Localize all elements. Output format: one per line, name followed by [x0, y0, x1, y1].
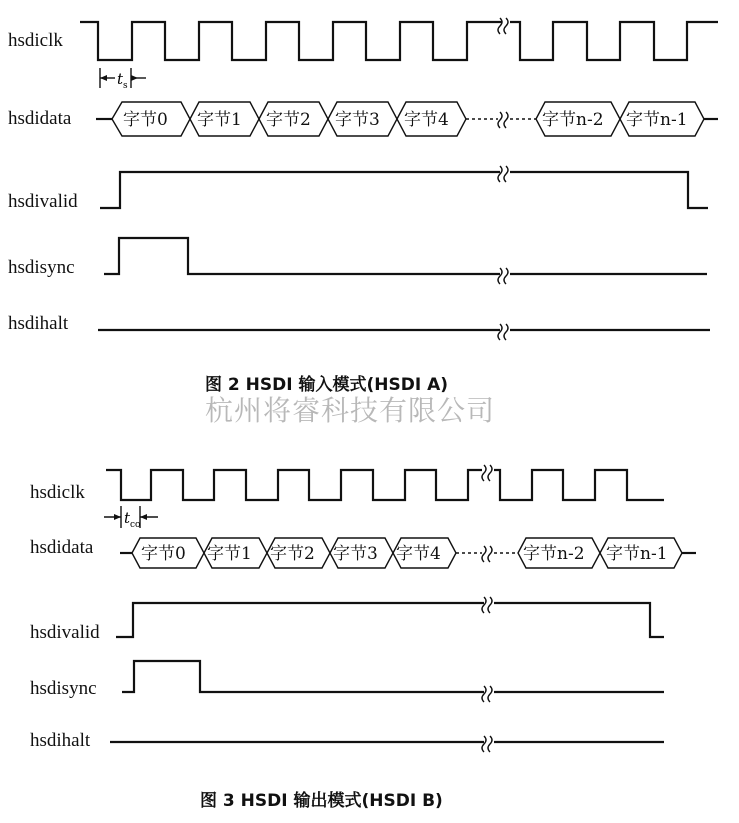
byte-label: 字节3 — [335, 110, 380, 130]
valid-waveform — [100, 172, 708, 208]
byte-label: 字节1 — [197, 110, 242, 130]
signal-label-hsdiclk: hsdiclk — [8, 30, 63, 51]
timing-subscript: s — [123, 81, 128, 91]
byte-label: 字节0 — [141, 544, 186, 564]
byte-label: 字节4 — [396, 544, 441, 564]
timing-subscript: co — [130, 520, 141, 530]
figure-caption: 图 2 HSDI 输入模式(HSDI A) — [205, 375, 449, 395]
figure-3 — [30, 465, 696, 811]
sync-waveform — [122, 661, 664, 692]
signal-label-hsdisync: hsdisync — [8, 257, 75, 278]
byte-label: 字节2 — [266, 110, 311, 130]
byte-label: 字节1 — [207, 544, 252, 564]
clock-to-output-marker — [104, 506, 158, 530]
valid-waveform — [116, 603, 664, 637]
timing-label: t — [124, 509, 131, 527]
byte-label: 字节n-2 — [523, 544, 585, 564]
figure-2 — [8, 18, 718, 395]
figure-caption: 图 3 HSDI 输出模式(HSDI B) — [200, 791, 443, 811]
sync-waveform — [104, 238, 707, 274]
data-bus — [96, 102, 718, 136]
signal-label-hsdivalid: hsdivalid — [30, 622, 100, 643]
byte-label: 字节3 — [333, 544, 378, 564]
signal-label-hsdisync: hsdisync — [30, 678, 97, 699]
signal-label-hsdihalt: hsdihalt — [30, 730, 91, 751]
clock-waveform — [106, 470, 664, 500]
setup-time-marker — [100, 68, 146, 91]
clock-waveform — [80, 22, 718, 60]
byte-label: 字节0 — [123, 110, 168, 130]
break-mark — [498, 18, 508, 34]
signal-label-hsdidata: hsdidata — [8, 108, 72, 129]
byte-label: 字节2 — [270, 544, 315, 564]
watermark: 杭州将睿科技有限公司 — [205, 394, 496, 427]
byte-label: 字节4 — [404, 110, 449, 130]
byte-label: 字节n-1 — [626, 110, 688, 130]
data-bus — [120, 538, 696, 568]
byte-label: 字节n-1 — [606, 544, 668, 564]
signal-label-hsdivalid: hsdivalid — [8, 191, 78, 212]
byte-label: 字节n-2 — [542, 110, 604, 130]
signal-label-hsdihalt: hsdihalt — [8, 313, 69, 334]
signal-label-hsdiclk: hsdiclk — [30, 482, 85, 503]
signal-label-hsdidata: hsdidata — [30, 537, 94, 558]
timing-label: t — [117, 70, 124, 88]
